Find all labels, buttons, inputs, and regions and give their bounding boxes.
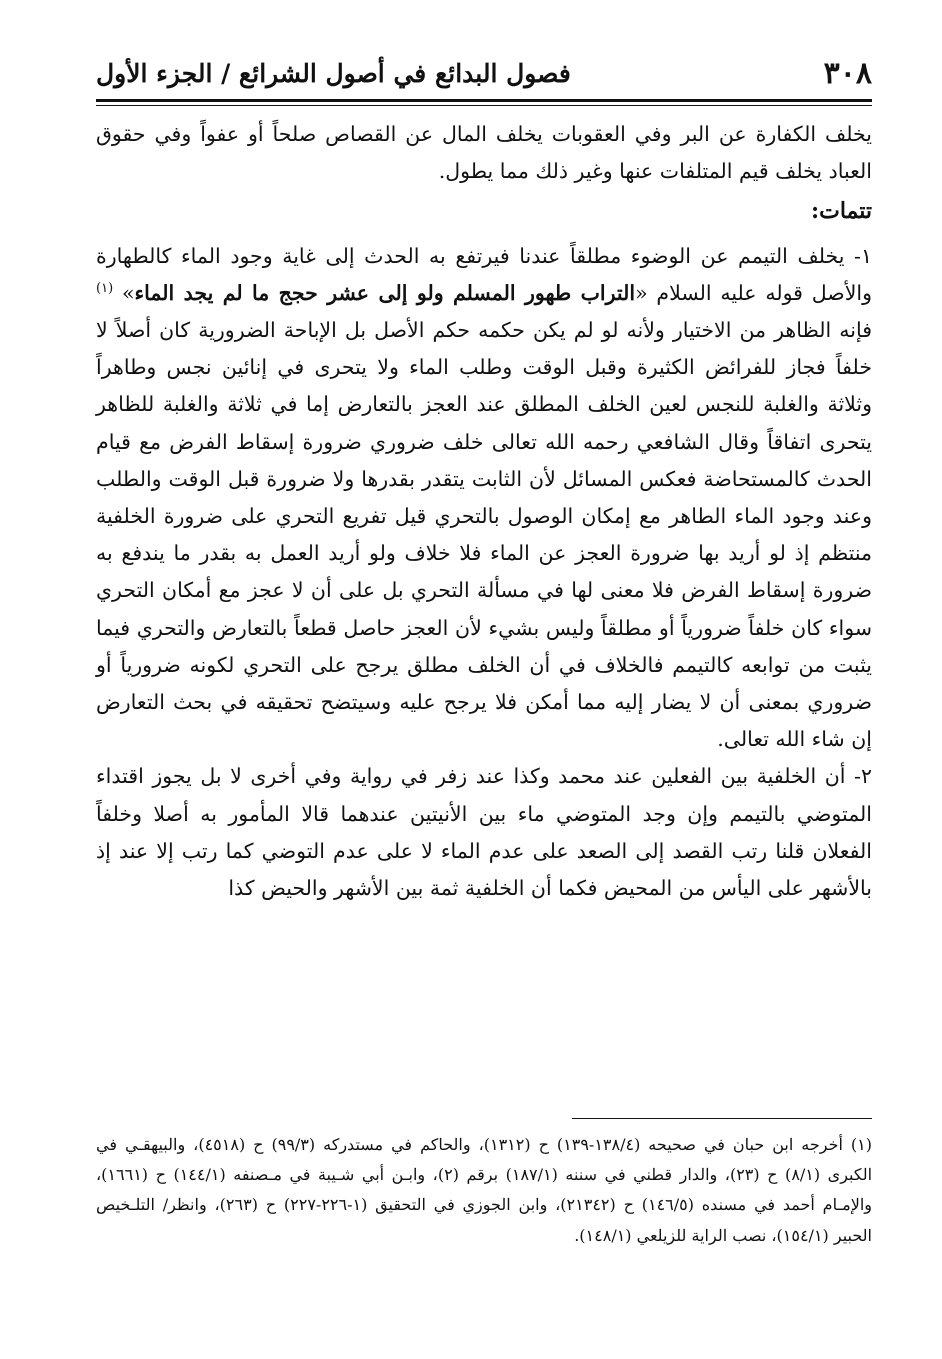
- item-1-body: فإنه الظاهر من الاختيار ولأنه لو لم يكن حكمه حكم الأصل بل الإباحة الضرورية كان أصلاً لا خلفاً فجاز للفرائض الكثيرة وقبل الوقت وطلب الماء ولا يتحرى في إنائين نجس وطاهراً وثلاثة والغلبة للنجس لعين الخلف المطلق عند العجز بالتعارض إما في ثلاثة والغلبة للظاهر يتحرى اتفاقاً وقال الشافعي رحمه الله تعالى خلف ضروري ضرورة إسقاط الفرض مع قيام الحدث كالمستحاضة فعكس المسائل لأن الثابت يتقدر بقدرها ولا ضرورة قبل الوقت والطلب وعند وجود الماء الطاهر مع إمكان الوصول بالتحري قيل تفريع التحري على ضرورة الخلفية منتظم إذ لو أريد بها ضرورة العجز عن الماء فلا خلاف ولو أريد العمل به بقدر ما يندفع به ضرورة إسقاط الفرض فلا معنى لها في مسألة التحري بل على أن لا عجز مع أمكان التحري سواء كان خلفاً ضرورياً أو مطلقاً وليس بشيء لأن العجز حاصل قطعاً بالتعارض والتحري فيما يثبت من توابعه كالتيمم فالخلاف في أن الخلف مطلق يرجح على التحري لكونه ضرورياً أو ضروري بمعنى أن لا يضار إليه مما أمكن فلا يرجح عليه وسيتضح تحقيقه في بحث التعارض إن شاء الله تعالى.: [96, 318, 872, 752]
- header-rule: [96, 99, 872, 102]
- item-1-close-quote: »: [121, 280, 135, 305]
- footnote-separator: [572, 1118, 872, 1119]
- page-header: [96, 50, 872, 96]
- item-1-lead: ١- يخلف التيمم عن الوضوء مطلقاً عندنا فيرتفع به الحدث إلى غاية وجود الماء كالطهارة والأصل قوله عليه السلام «: [96, 243, 872, 305]
- section-heading: تتمات:: [810, 198, 872, 225]
- footnotes: [96, 1130, 872, 1251]
- running-title: فصول البدائع في أصول الشرائع / الجزء الأول: [96, 58, 571, 88]
- item-2-paragraph: ٢- أن الخلفية بين الفعلين عند محمد وكذا عند زفر في رواية وفي أخرى لا بل يجوز اقتداء المتوضي بالتيمم وإن وجد المتوضي ماء بين الأنيتين عندهما قالا المأمور به أصلا وخلفاً الفعلان قلنا رتب القصد إلى الصعد على عدم الماء لا على عدم التوضي كما رتب إلا عند إذ بالأشهر على اليأس من المحيض فكما أن الخلفية ثمة بين الأشهر والحيض كذا: [96, 764, 872, 901]
- footnote-1: (١) أخرجه ابن حبان في صحيحه (١٣٨/٤-١٣٩) ح (١٣١٢)، والحاكم في مستدركه (٩٩/٣) ح (٤٥١٨)، والبيهقـي في الكبرى (٨/١) ح (٢٣)، والدار قطني في سننه (١٨٧/١) برقم (٢)، وابـن أبي شـيبة في مـصنفه (١٤٤/١) ح (١٦٦١)، والإمـام أحمد في مسنده (١٤٦/٥) ح (٢١٣٤٢)، وابن الجوزي في التحقيق (١-٢٢٦-٢٢٧) ح (٢٦٣)، وانظر/ التلـخيص الحبير (١٥٤/١)، نصب الراية للزيلعي (١٤٨/١).: [96, 1135, 873, 1245]
- header-rule-thin: [96, 105, 872, 106]
- item-1-paragraph: [96, 238, 872, 759]
- main-text: [96, 116, 872, 907]
- intro-paragraph: يخلف الكفارة عن البر وفي العقوبات يخلف المال عن القصاص صلحاً أو عفواً وفي حقوق العباد يخلف قيم المتلفات عنها وغير ذلك مما يطول.: [96, 122, 872, 184]
- footnote-reference: (١): [96, 280, 114, 296]
- page-number: ٣٠٨: [823, 55, 872, 91]
- hadith-quote: التراب طهور المسلم ولو إلى عشر حجج ما لم يجد الماء: [134, 280, 636, 305]
